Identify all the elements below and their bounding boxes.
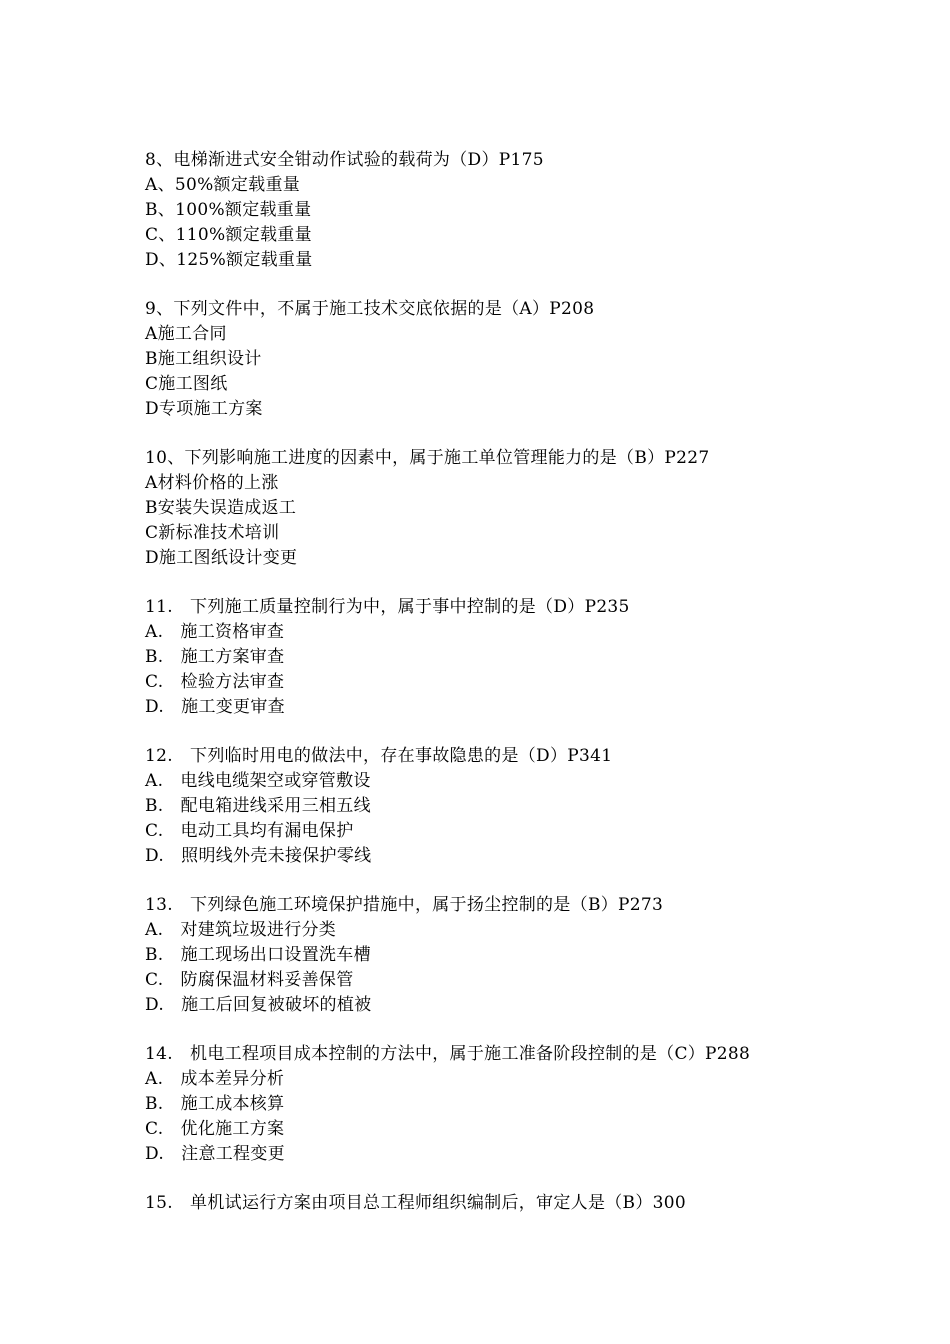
option-d: D. 照明线外壳未接保护零线: [145, 846, 372, 866]
option-b: B安装失误造成返工: [145, 498, 297, 518]
option-b: B. 施工现场出口设置洗车槽: [145, 945, 371, 965]
option-c: C. 防腐保温材料妥善保管: [145, 970, 354, 990]
option-d: D. 施工后回复被破坏的植被: [145, 995, 372, 1015]
option-d: D、125%额定载重量: [145, 250, 313, 270]
question-11: [145, 595, 905, 720]
question-9: [145, 297, 905, 422]
option-c: C新标准技术培训: [145, 523, 280, 543]
option-c: C. 电动工具均有漏电保护: [145, 821, 354, 841]
question-stem: 8、电梯渐进式安全钳动作试验的载荷为（D）P175: [145, 150, 544, 170]
option-a: A. 对建筑垃圾进行分类: [145, 920, 337, 940]
option-d: D专项施工方案: [145, 399, 263, 419]
option-b: B. 施工方案审查: [145, 647, 285, 667]
question-10: [145, 446, 905, 571]
option-d: D. 施工变更审查: [145, 697, 285, 717]
option-d: D. 注意工程变更: [145, 1144, 285, 1164]
option-c: C施工图纸: [145, 374, 228, 394]
question-15: [145, 1191, 905, 1216]
question-14: [145, 1042, 905, 1167]
question-stem: 11. 下列施工质量控制行为中，属于事中控制的是（D）P235: [145, 597, 630, 617]
option-d: D施工图纸设计变更: [145, 548, 298, 568]
question-stem: 13. 下列绿色施工环境保护措施中，属于扬尘控制的是（B）P273: [145, 895, 664, 915]
option-a: A. 电线电缆架空或穿管敷设: [145, 771, 371, 791]
option-a: A、50%额定载重量: [145, 175, 301, 195]
question-stem: 14. 机电工程项目成本控制的方法中，属于施工准备阶段控制的是（C）P288: [145, 1044, 751, 1064]
option-c: C. 检验方法审查: [145, 672, 285, 692]
question-stem: 12. 下列临时用电的做法中，存在事故隐患的是（D）P341: [145, 746, 613, 766]
document-page: [145, 148, 905, 1240]
option-a: A. 成本差异分析: [145, 1069, 285, 1089]
option-b: B、100%额定载重量: [145, 200, 312, 220]
question-13: [145, 893, 905, 1018]
option-a: A. 施工资格审查: [145, 622, 285, 642]
question-8: [145, 148, 905, 273]
option-a: A材料价格的上涨: [145, 473, 279, 493]
question-stem: 15. 单机试运行方案由项目总工程师组织编制后，审定人是（B）300: [145, 1193, 686, 1213]
question-stem: 9、下列文件中，不属于施工技术交底依据的是（A）P208: [145, 299, 595, 319]
question-stem: 10、下列影响施工进度的因素中，属于施工单位管理能力的是（B）P227: [145, 448, 710, 468]
option-b: B施工组织设计: [145, 349, 262, 369]
question-12: [145, 744, 905, 869]
option-c: C. 优化施工方案: [145, 1119, 285, 1139]
option-b: B. 施工成本核算: [145, 1094, 285, 1114]
option-b: B. 配电箱进线采用三相五线: [145, 796, 371, 816]
option-a: A施工合同: [145, 324, 227, 344]
option-c: C、110%额定载重量: [145, 225, 312, 245]
